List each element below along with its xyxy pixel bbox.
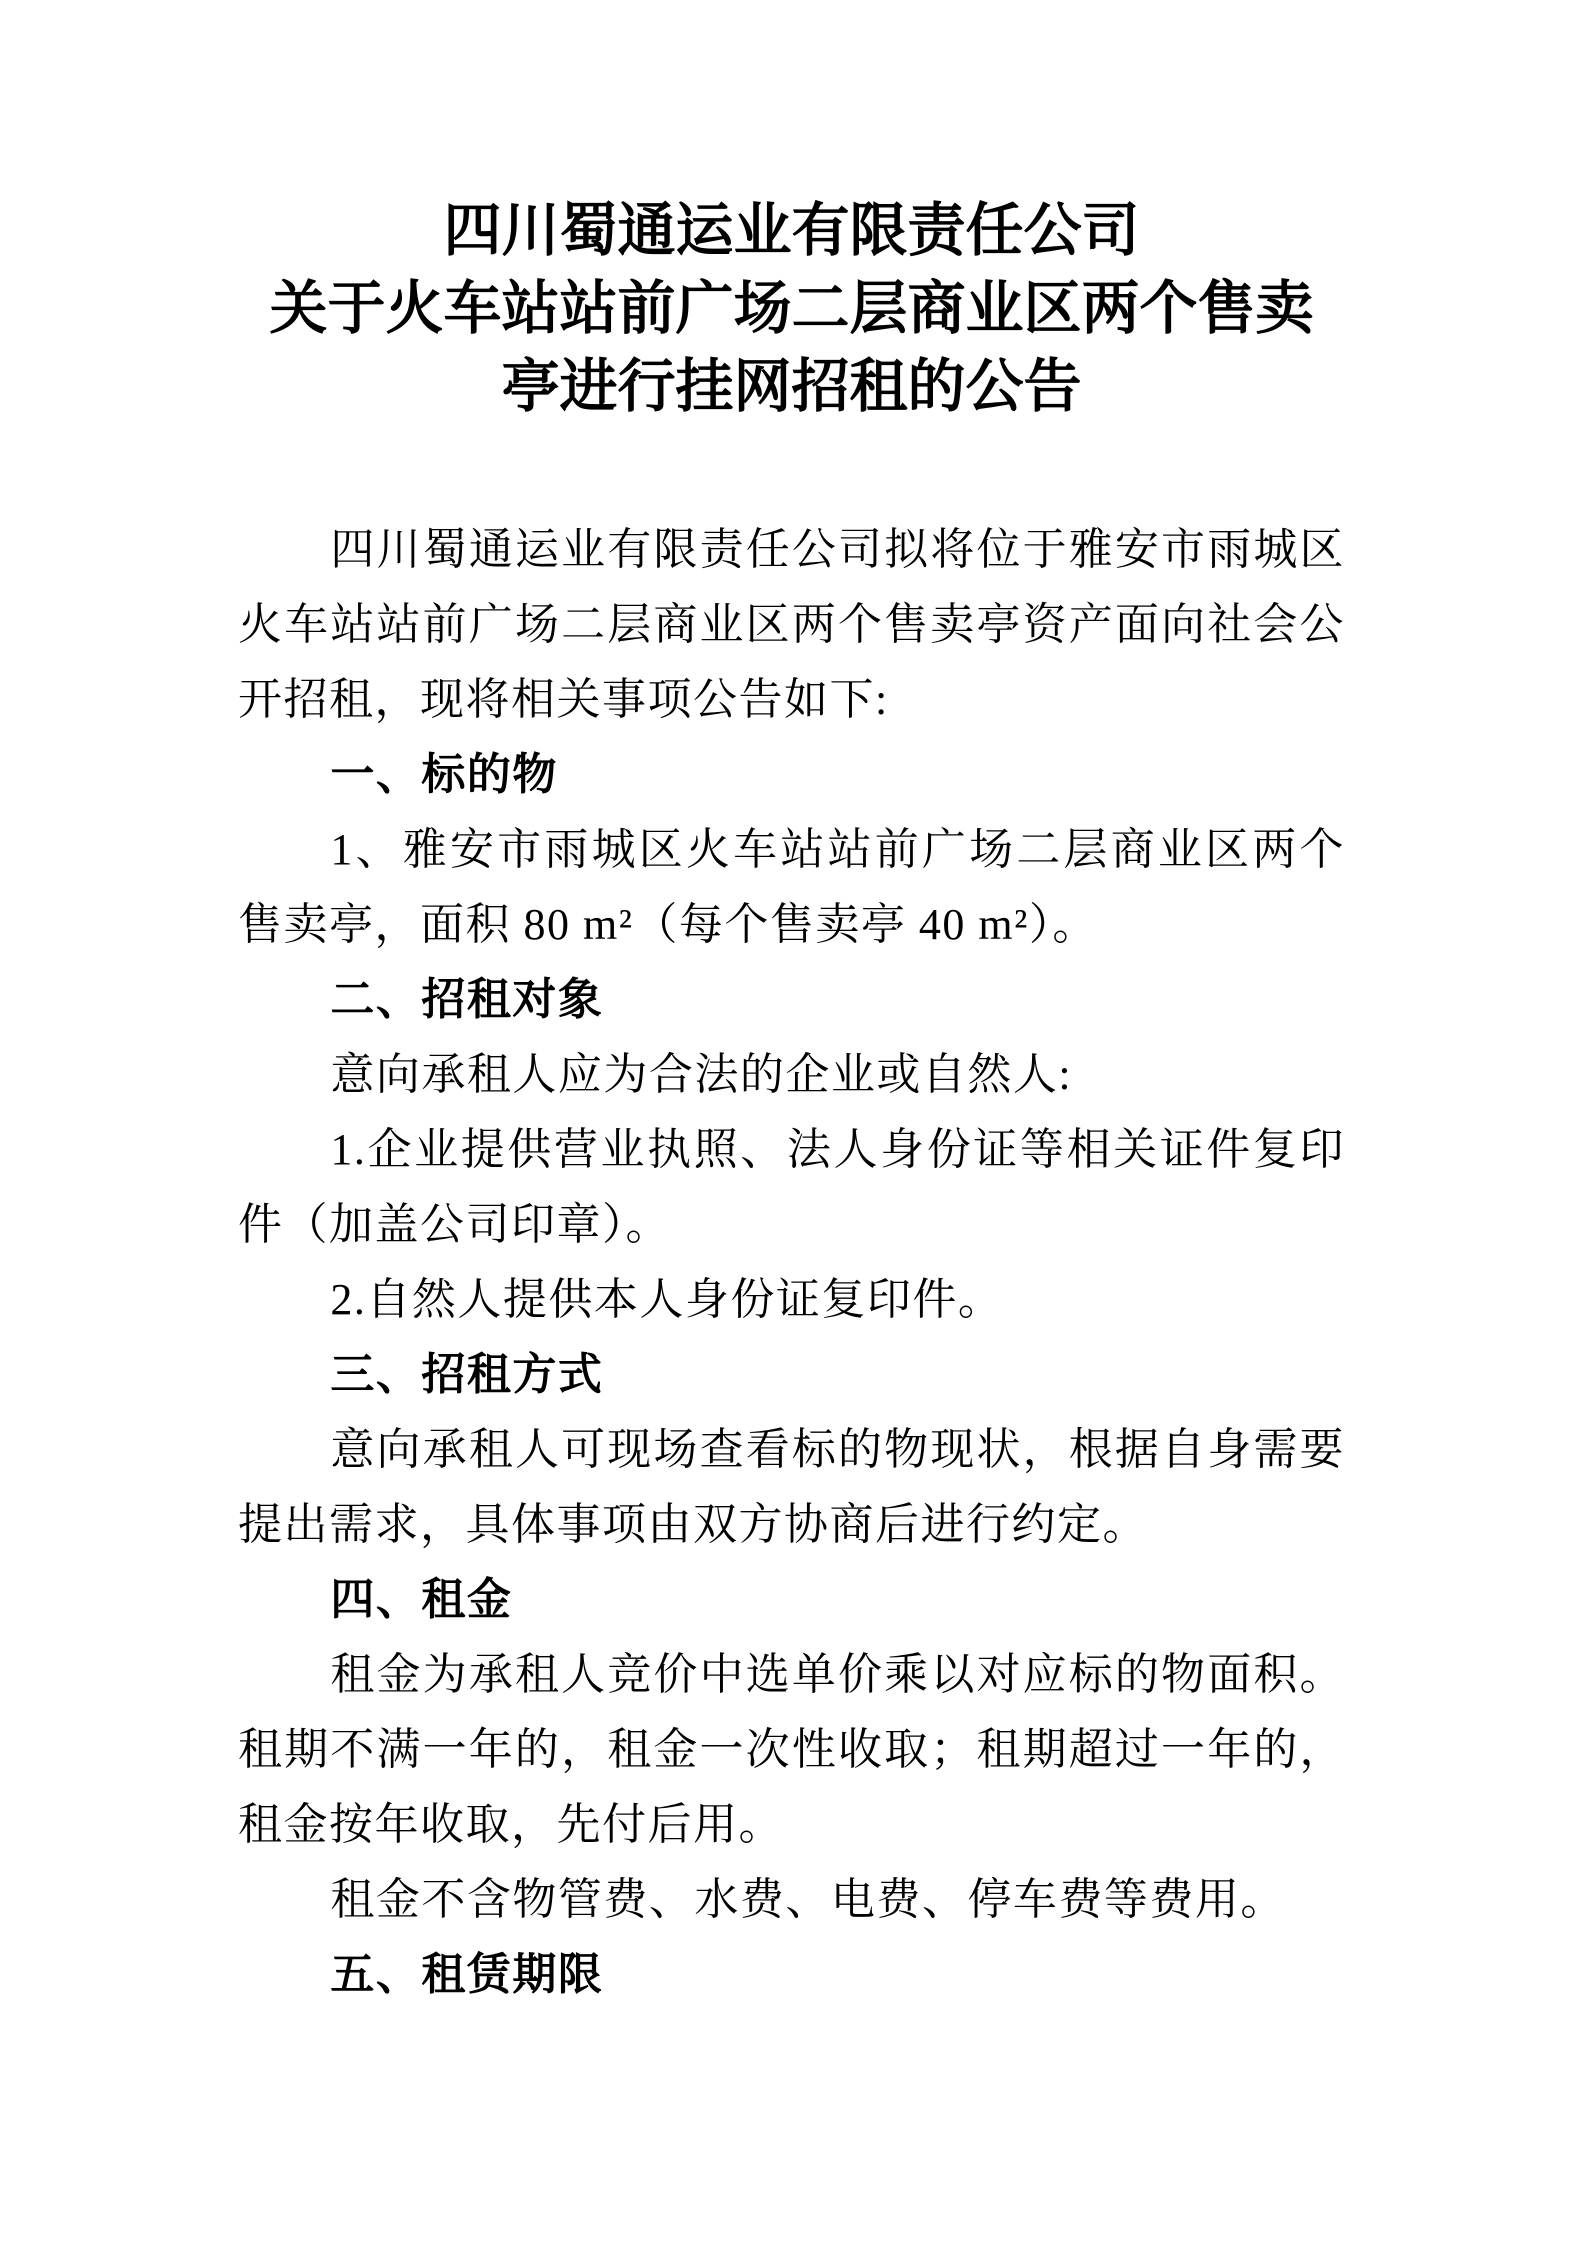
paragraph-rent-terms: 租金为承租人竞价中选单价乘以对应标的物面积。租期不满一年的，租金一次性收取；租期超过一年的，租金按年收取，先付后用。 (238, 1650, 1345, 1849)
section-heading-rent: 四、租金 (330, 1575, 513, 1624)
paragraph-subject-item-1: 1、雅安市雨城区火车站站前广场二层商业区两个售卖亭，面积 80 m²（每个售卖亭 40 m²）。 (238, 825, 1345, 949)
title-line-3: 亭进行挂网招租的公告 (501, 354, 1082, 419)
document-body (238, 512, 1345, 2012)
paragraph-lessees-intro: 意向承租人应为合法的企业或自然人: (330, 1050, 1073, 1099)
paragraph-intro: 四川蜀通运业有限责任公司拟将位于雅安市雨城区火车站站前广场二层商业区两个售卖亭资产面向社会公开招租，现将相关事项公告如下: (238, 525, 1345, 724)
title-line-2: 关于火车站站前广场二层商业区两个售卖 (269, 276, 1314, 341)
section-heading-method: 三、招租方式 (330, 1350, 604, 1399)
section-heading-lease-term: 五、租赁期限 (330, 1950, 604, 1999)
title-line-1: 四川蜀通运业有限责任公司 (443, 198, 1140, 263)
paragraph-rent-exclusions: 租金不含物管费、水费、电费、停车费等费用。 (330, 1875, 1286, 1924)
section-heading-lessees: 二、招租对象 (330, 975, 604, 1024)
paragraph-method: 意向承租人可现场查看标的物现状，根据自身需要提出需求，具体事项由双方协商后进行约定。 (238, 1425, 1345, 1549)
section-heading-subject: 一、标的物 (330, 750, 558, 799)
paragraph-lessees-item-2: 2.自然人提供本人身份证复印件。 (330, 1275, 1004, 1324)
paragraph-lessees-item-1: 1.企业提供营业执照、法人身份证等相关证件复印件（加盖公司印章）。 (238, 1125, 1345, 1249)
document-title (238, 192, 1345, 426)
